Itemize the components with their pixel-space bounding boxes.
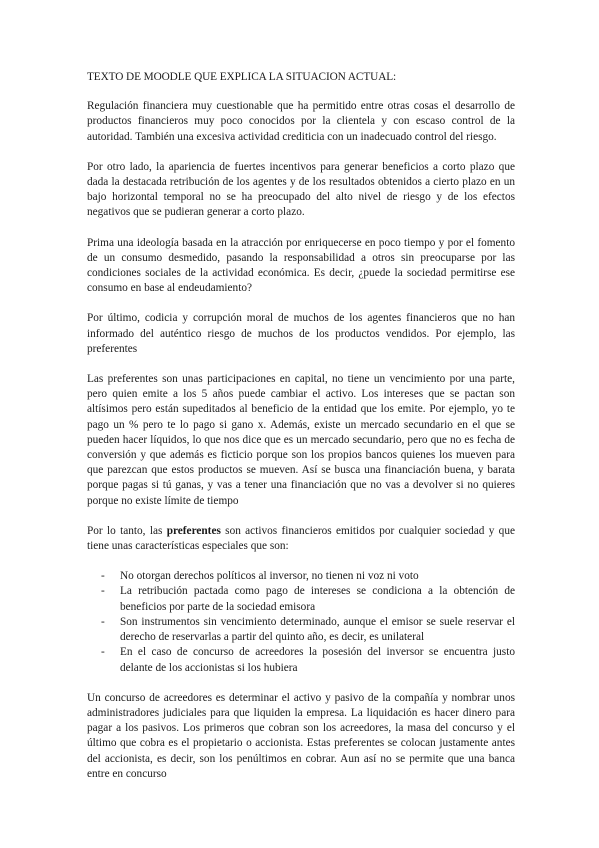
list-item [87, 584, 515, 614]
document-title: TEXTO DE MOODLE QUE EXPLICA LA SITUACION ACTUAL: [87, 71, 397, 83]
paragraph-concurso: Un concurso de acreedores es determinar el activo y pasivo de la compañía y nombrar unos administradores judiciales para que liquiden la empresa. La liquidación es hacer dinero para pagar a los pasivos. Los primeros que cobran son los acreedores, la masa del concurso y el último que cobra es el propietario o accionista. Estas preferentes se colocan justamente antes del accionista, es decir, son los penúltimos en cobrar. Aun así no se permite que una banca entre en concurso [87, 691, 515, 780]
list-dash: - [101, 585, 105, 598]
list-item-text: Son instrumentos sin vencimiento determinado, aunque el emisor se suele reservar el derecho de reservarlas a partir del quinto año, es decir, es unilateral [120, 615, 515, 644]
paragraph-characteristics-intro [87, 524, 515, 554]
paragraph-preferentes: Las preferentes son unas participaciones en capital, no tiene un vencimiento por una parte, pero quien emite a los 5 años puede cambiar el activo. Los intereses que se pactan son altísimos pero están supeditados al beneficio de la entidad que los emite. Por ejemplo, yo te pago un % pero te lo pago si gano x. Además, existe un mercado secundario en el que se pueden hacer líquidos, lo que nos dice que es un mercado secundario, pero que no es fecha de conversión y que además es ficticio porque son los propios bancos quienes los mueven para que parezcan que estos productos se mueven. Así se busca una financiación buena, y barata porque pagas si tú ganas, y vas a tener una financiación que no vas a devolver si no quieres porque no existe límite de tiempo [87, 373, 515, 507]
list-dash: - [101, 615, 105, 628]
list-dash: - [101, 570, 105, 583]
list-item-text: La retribución pactada como pago de intereses se condiciona a la obtención de beneficios por parte de la sociedad emisora [120, 585, 515, 613]
list-dash: - [101, 646, 105, 659]
list-item [87, 569, 515, 584]
list-item-text: En el caso de concurso de acreedores la posesión del inversor se encuentra justo delante de los accionistas si los hubiera [120, 646, 515, 674]
paragraph-incentives: Por otro lado, la apariencia de fuertes incentivos para generar beneficios a corto plazo que dada la destacada retribución de los agentes y de los resultados obtenidos a cierto plazo en un bajo horizontal temporal no se ha preocupado del alto nivel de riesgo y de los efectos negativos que se pudieran generar a corto plazo. [87, 160, 515, 219]
intro-bold-term: preferentes [166, 524, 221, 537]
list-item-text: No otorgan derechos políticos al inversor, no tienen ni voz ni voto [120, 570, 419, 583]
paragraph-regulation: Regulación financiera muy cuestionable que ha permitido entre otras cosas el desarrollo de productos financieros muy poco conocidos por la clientela y con escaso control de la autoridad. También una excesiva actividad crediticia con un inadecuado control del riesgo. [87, 100, 515, 143]
intro-text-after: son activos financieros emitidos por cualquier sociedad y que tiene unas características especiales que son: [87, 524, 515, 553]
paragraph-ideology: Prima una ideología basada en la atracción por enriquecerse en poco tiempo y por el fomento de un consumo desmedido, pasando la responsabilidad a otros sin preocuparse por las condiciones sociales de la actividad económica. Es decir, ¿puede la sociedad permitirse ese consumo en base al endeudamiento? [87, 236, 515, 295]
list-item [87, 645, 515, 675]
intro-text-before: Por lo tanto, las [87, 524, 167, 537]
paragraph-greed: Por último, codicia y corrupción moral de muchos de los agentes financieros que no han informado del auténtico riesgo de muchos de los productos vendidos. Por ejemplo, las preferentes [87, 312, 515, 355]
list-item [87, 615, 515, 645]
characteristics-list [87, 569, 515, 675]
